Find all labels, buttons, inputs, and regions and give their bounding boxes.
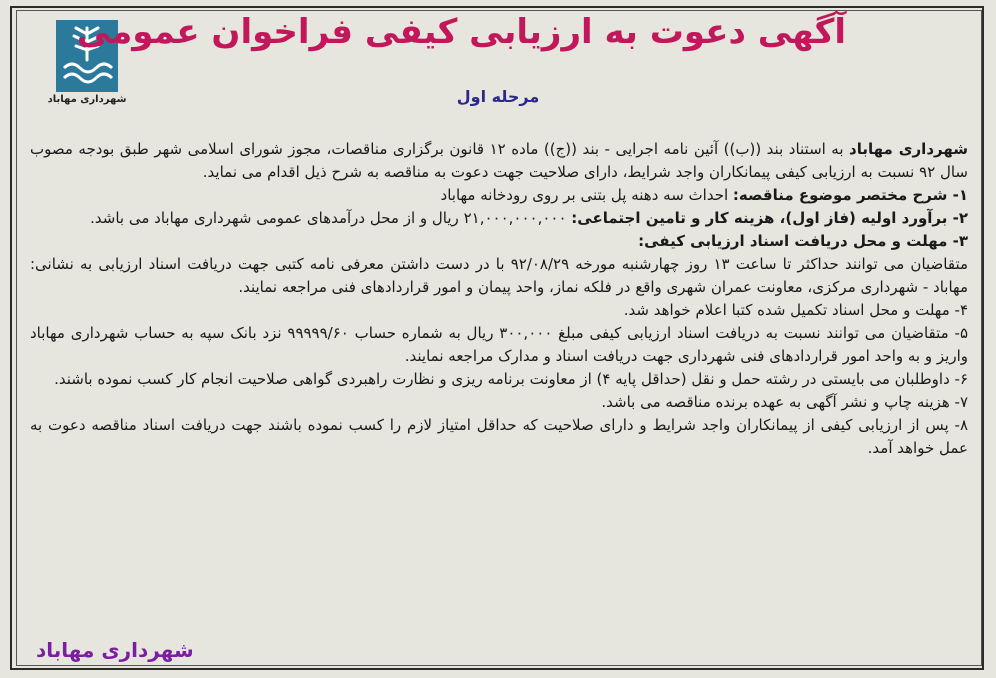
- intro-text: به استناد بند ((ب)) آئین نامه اجرایی - بند ((ج)) ماده ۱۲ قانون برگزاری مناقصات، مجوز شورای اسلامی شهر طبق بودجه مصوب سال ۹۲ نسبت به ارزیابی کیفی پیمانکاران واجد شرایط، دارای صلاحیت جهت دعوت به مناقصه به شرح ذیل اقدام می نماید.: [30, 140, 968, 181]
- notice-body: [30, 138, 968, 460]
- notice-subtitle: مرحله اول: [456, 87, 540, 106]
- notice-title: آگهی دعوت به ارزیابی کیفی فراخوان عمومی: [76, 12, 846, 52]
- logo-caption: شهرداری مهاباد: [47, 94, 127, 105]
- item-1: [30, 184, 968, 207]
- item-5: ۵- متقاضیان می توانند نسبت به دریافت اسناد ارزیابی کیفی مبلغ ۳۰۰,۰۰۰ ریال به شماره حساب ۹۹۹۹۹/۶۰ نزد بانک سپه به حساب شهرداری مهاباد واریز و به واحد امور قراردادهای فنی شهرداری جهت دریافت اسناد و مدارک مراجعه نمایند.: [30, 324, 968, 365]
- signature: شهرداری مهاباد: [36, 638, 194, 662]
- item-2-label: ۲- برآورد اولیه (فاز اول)، هزینه کار و تامین اجتماعی:: [571, 209, 968, 227]
- item-6: ۶- داوطلبان می بایستی در رشته حمل و نقل (حداقل پایه ۴) از معاونت برنامه ریزی و نظارت راهبردی گواهی صلاحیت انجام کار کسب نموده باشند.: [54, 370, 968, 388]
- item-7: ۷- هزینه چاپ و نشر آگهی به عهده برنده مناقصه می باشد.: [601, 393, 968, 411]
- item-2: [30, 207, 968, 230]
- item-1-text: احداث سه دهنه پل بتنی بر روی رودخانه مهاباد: [440, 186, 733, 204]
- item-3-heading: [30, 230, 968, 253]
- item-2-text: ۲۱,۰۰۰,۰۰۰,۰۰۰ ریال و از محل درآمدهای عمومی شهرداری مهاباد می باشد.: [90, 209, 572, 227]
- item-3-label: ۳- مهلت و محل دریافت اسناد ارزیابی کیفی:: [638, 232, 968, 250]
- item-4: ۴- مهلت و محل اسناد تکمیل شده کتبا اعلام خواهد شد.: [623, 301, 968, 319]
- intro-lead: شهرداری مهاباد: [849, 140, 968, 158]
- item-8: ۸- پس از ارزیابی کیفی از پیمانکاران واجد شرایط و دارای صلاحیت که حداقل امتیاز لازم را کسب نموده باشند جهت دریافت اسناد مناقصه دعوت به عمل خواهد آمد.: [30, 416, 968, 457]
- item-1-label: ۱- شرح مختصر موضوع مناقصه:: [732, 186, 968, 204]
- item-3-text: متقاضیان می توانند حداکثر تا ساعت ۱۳ روز چهارشنبه مورخه ۹۲/۰۸/۲۹ با در دست داشتن معرفی نامه کتبی جهت دریافت اسناد ارزیابی به نشانی: مهاباد - شهرداری مرکزی، معاونت عمران شهری واقع در فلکه نماز، واحد پیمان و امور قراردادهای فنی مراجعه نمایند.: [30, 255, 968, 296]
- intro-paragraph: [30, 138, 968, 184]
